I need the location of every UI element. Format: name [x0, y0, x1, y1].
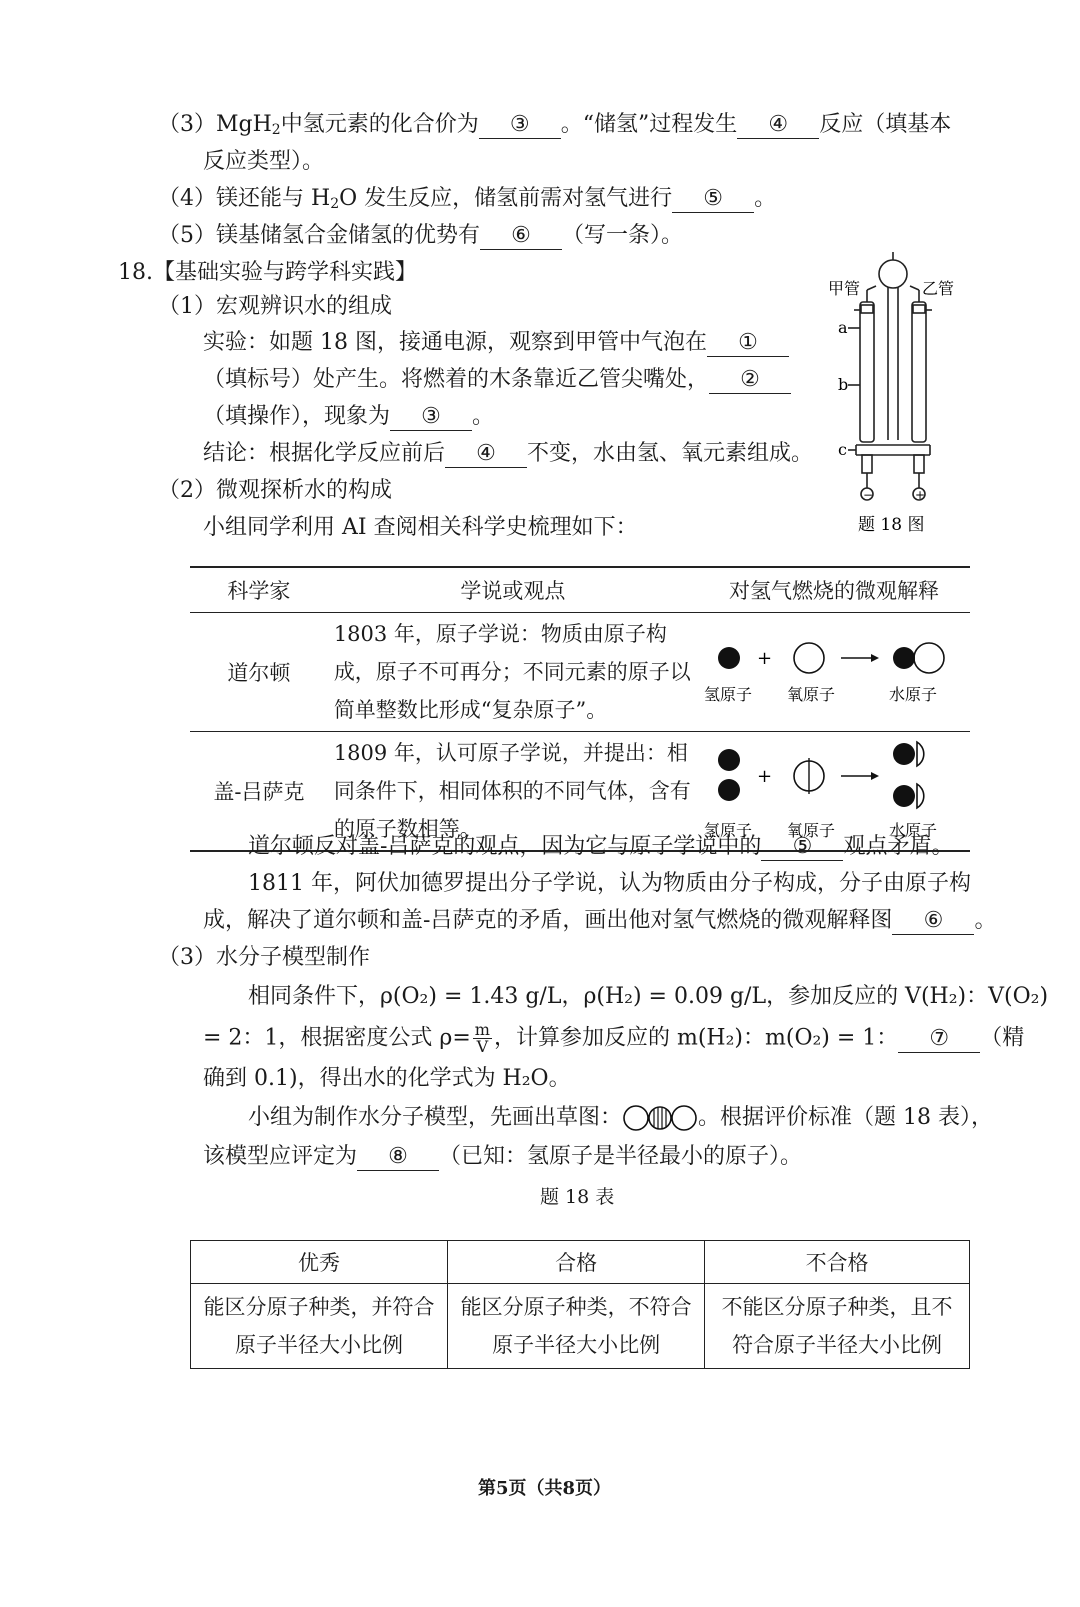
q18-s3-line1: 相同条件下，ρ(O₂) = 1.43 g/L，ρ(H₂) = 0.09 g/L，参加反应的 V(H₂)：V(O₂) — [248, 984, 1049, 1009]
gay-lussac-view: 1809 年，认可原子学说，并提出：相同条件下，相同体积的不同气体，含有的原子数相等。 — [328, 732, 698, 852]
text: 不变，水由氢、氧元素组成。 — [527, 441, 814, 466]
q18-s3-title: （3）水分子模型制作 — [158, 945, 370, 970]
answer-blank-18-3[interactable]: ③ — [390, 404, 472, 431]
table-row — [191, 1284, 970, 1369]
subscript: 2 — [330, 196, 340, 212]
q18-s1-line1 — [203, 328, 789, 358]
fraction-denominator: V — [476, 1037, 489, 1056]
table-header: 合格 — [448, 1241, 705, 1284]
text: （写一条）。 — [562, 223, 684, 248]
scientist-dalton: 道尔顿 — [190, 613, 328, 732]
answer-blank-5[interactable]: ⑤ — [672, 186, 754, 213]
table-header-row — [190, 567, 970, 613]
water-molecule-sketch — [622, 1104, 698, 1132]
dalton-micro-diagram — [699, 620, 969, 720]
hydrogen-atom — [718, 647, 740, 669]
plus-sign: + — [756, 647, 773, 669]
text: 该模型应评定为 — [203, 1144, 358, 1169]
fraction-numerator: m — [474, 1020, 490, 1039]
text: = 2：1，根据密度公式 ρ= — [203, 1025, 471, 1051]
q18-s2-para1 — [248, 832, 953, 862]
hydrogen-atom — [718, 779, 740, 801]
q18-heading: 18.【基础实验与跨学科实践】 — [118, 260, 417, 285]
answer-blank-18-4[interactable]: ④ — [445, 441, 527, 468]
evaluation-table — [190, 1240, 970, 1369]
text: （填标号）处产生。将燃着的木条靠近乙管尖嘴处， — [203, 367, 710, 392]
text: 。“储氢”过程发生 — [560, 112, 738, 137]
text: O 发生反应，储氢前需对氢气进行 — [339, 186, 673, 211]
q18-s3-line3: 确到 0.1)，得出水的化学式为 H₂O。 — [203, 1066, 571, 1091]
q18-s2-para2-line1: 1811 年，阿伏加德罗提出分子学说，认为物质由分子构成，分子由原子构 — [248, 871, 971, 896]
answer-blank-4[interactable]: ④ — [737, 112, 819, 139]
text: 。 — [754, 186, 777, 211]
text: 观点矛盾。 — [843, 834, 954, 859]
label-c: c — [838, 440, 847, 459]
text: 反应（填基本 — [819, 112, 952, 137]
negative-electrode: − — [863, 488, 874, 502]
q18-s1-line3 — [203, 402, 494, 432]
arrow-head — [871, 654, 879, 662]
label-water: 水原子 — [888, 684, 937, 704]
label-oxygen: 氧原子 — [786, 820, 835, 840]
table-header: 学说或观点 — [328, 567, 698, 613]
subscript: 2 — [271, 122, 281, 138]
text: （5）镁基储氢合金储氢的优势有 — [158, 223, 480, 248]
gay-lussac-micro-diagram — [699, 734, 969, 844]
answer-blank-18-2[interactable]: ② — [709, 367, 791, 394]
table-header: 优秀 — [191, 1241, 448, 1284]
q18-s2-title: （2）微观探析水的构成 — [158, 478, 392, 503]
arrow-head — [871, 772, 879, 780]
label-a: a — [838, 318, 848, 337]
text: 道尔顿反对盖-吕萨克的观点，因为它与原子学说中的 — [248, 834, 762, 859]
text: 。 — [472, 404, 495, 429]
answer-blank-18-7[interactable]: ⑦ — [898, 1026, 980, 1053]
text: 小组为制作水分子模型，先画出草图： — [248, 1105, 623, 1130]
answer-blank-18-5[interactable]: ⑤ — [761, 834, 843, 861]
oxygen-atom — [794, 643, 824, 673]
q18-s1-title: （1）宏观辨识水的组成 — [158, 294, 392, 319]
table-header: 科学家 — [190, 567, 328, 613]
half-oxygen-atom — [917, 784, 924, 808]
criteria-fail: 不能区分原子种类，且不符合原子半径大小比例 — [705, 1284, 970, 1369]
half-oxygen-atom — [917, 742, 924, 766]
q18-s3-line2 — [203, 1022, 1024, 1055]
q17-part3-line1 — [158, 110, 951, 145]
text: （填操作），现象为 — [203, 404, 391, 429]
answer-blank-3[interactable]: ③ — [479, 112, 561, 139]
text: （3）MgH — [158, 112, 272, 137]
q17-part5 — [158, 221, 683, 251]
label-oxygen: 氧原子 — [786, 684, 835, 704]
text: 实验：如题 18 图，接通电源，观察到甲管中气泡在 — [203, 330, 707, 355]
q18-s3-line4 — [248, 1103, 993, 1133]
label-water: 水原子 — [888, 820, 937, 840]
table-header: 不合格 — [705, 1241, 970, 1284]
hydrogen-atom — [893, 743, 915, 765]
dalton-view: 1803 年，原子学说：物质由原子构成，原子不可再分；不同元素的原子以简单整数比形成“复杂原子”。 — [328, 613, 698, 732]
text: ，计算参加反应的 m(H₂)：m(O₂) = 1： — [493, 1025, 899, 1051]
label-yi-tube: 乙管 — [922, 279, 955, 298]
oxygen-atom — [914, 643, 944, 673]
eval-table-caption: 题 18 表 — [540, 1186, 615, 1208]
text: 结论：根据化学反应前后 — [203, 441, 446, 466]
text: （已知：氢原子是半径最小的原子）。 — [439, 1144, 803, 1169]
label-hydrogen: 氢原子 — [703, 820, 752, 840]
positive-electrode: + — [915, 488, 926, 502]
criteria-excellent: 能区分原子种类，并符合原子半径大小比例 — [191, 1284, 448, 1369]
hydrogen-atom — [718, 749, 740, 771]
hydrogen-atom — [893, 785, 915, 807]
q18-s2-para2-line2 — [203, 906, 996, 936]
plus-sign: + — [756, 765, 773, 787]
answer-blank-18-1[interactable]: ① — [707, 330, 789, 357]
hydrogen-atom — [893, 647, 915, 669]
q18-s1-line4 — [203, 439, 813, 469]
table-header: 对氢气燃烧的微观解释 — [698, 567, 970, 613]
figure-caption: 题 18 图 — [858, 515, 925, 535]
text: 成，解决了道尔顿和盖-吕萨克的矛盾，画出他对氢气燃烧的微观解释图 — [203, 908, 893, 933]
text: （4）镁还能与 H — [158, 186, 331, 211]
density-fraction — [473, 1022, 492, 1055]
answer-blank-18-6[interactable]: ⑥ — [892, 908, 974, 935]
text: 。根据评价标准（题 18 表）， — [698, 1105, 993, 1130]
scientist-gay-lussac: 盖-吕萨克 — [190, 732, 328, 852]
page-footer: 第5页（共8页） — [478, 1478, 612, 1499]
q17-part4 — [158, 184, 776, 219]
q18-s2-intro: 小组同学利用 AI 查阅相关科学史梳理如下： — [203, 515, 638, 540]
table-row — [190, 613, 970, 732]
text: 中氢元素的化合价为 — [280, 112, 479, 137]
q17-part3-line2: 反应类型）。 — [203, 149, 325, 174]
criteria-pass: 能区分原子种类，不符合原子半径大小比例 — [448, 1284, 705, 1369]
text: 。 — [974, 908, 997, 933]
table-header-row — [191, 1241, 970, 1284]
science-history-table — [190, 566, 970, 852]
label-b: b — [838, 375, 849, 394]
answer-blank-18-8[interactable]: ⑧ — [357, 1144, 439, 1171]
label-jia-tube: 甲管 — [828, 279, 861, 298]
text: （精 — [980, 1025, 1025, 1051]
label-hydrogen: 氢原子 — [703, 684, 752, 704]
q18-s3-line5 — [203, 1142, 802, 1172]
dalton-explanation — [698, 613, 970, 732]
q18-s1-line2 — [203, 365, 791, 395]
electrolysis-apparatus-figure — [818, 250, 968, 540]
answer-blank-6[interactable]: ⑥ — [480, 223, 562, 250]
